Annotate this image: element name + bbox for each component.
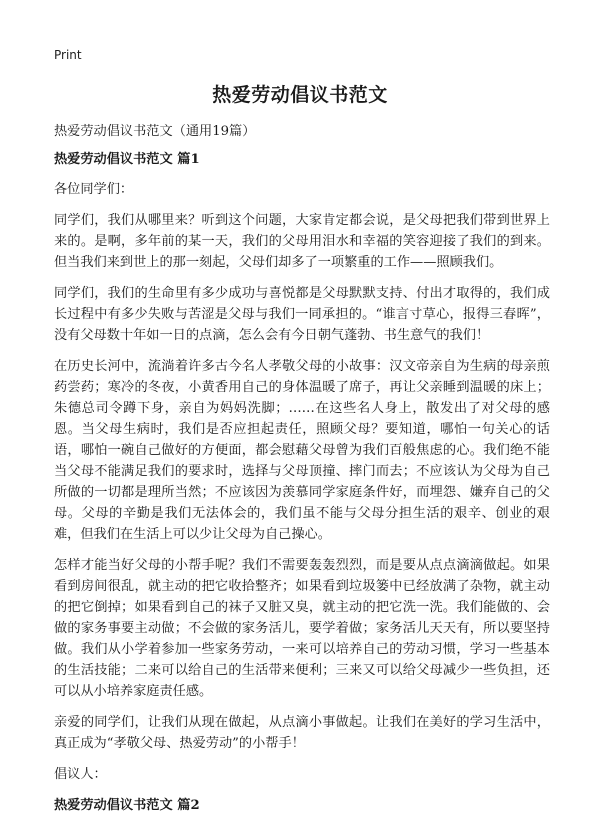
page-title: 热爱劳动倡议书范文 xyxy=(212,84,388,106)
paragraph: 在历史长河中，流淌着许多古今名人孝敬父母的小故事：汉文帝亲自为生病的母亲煎药尝药；寒冷的冬夜，小黄香用自己的身体温暖了席子，再让父亲睡到温暖的床上；朱德总司令蹲下身，亲自为妈妈洗脚；……在这些名人身上，散发出了对父母的感恩。当父母生病时，我们是否应担起责任，照顾父母？要知道，哪怕一句关心的话语，哪怕一碗自己做好的方便面，都会慰藉父母曾为我们百般焦虑的心。我们绝不能当父母不能满足我们的要求时，选择与父母顶撞、摔门而去；不应该认为父母为自己所做的一切都是理所当然；不应该因为羡慕同学家庭条件好，而埋怨、嫌弃自己的父母。父母的辛勤是我们无法体会的，我们虽不能与父母分担生活的艰辛、创业的艰难，但我们在生活上可以少让父母为自己操心。 xyxy=(54,359,550,542)
paragraph: 怎样才能当好父母的小帮手呢？我们不需要轰轰烈烈，而是要从点点滴滴做起。如果看到房间很乱，就主动的把它收拾整齐；如果看到垃圾篓中已经放满了杂物，就主动的把它倒掉；如果看到自己的袜子又脏又臭，就主动的把它洗一洗。我们能做的、会做的家务事要主动做；不会做的家务活儿，要学着做；家务活儿天天有，所以要坚持做。我们从小学着参加一些家务劳动，一来可以培养自己的劳动习惯，学习一些基本的生活技能；二来可以给自己的生活带来便利；三来又可以给父母减少一些负担，还可以从小培养家庭责任感。 xyxy=(54,558,550,699)
paragraph: 同学们，我们的生命里有多少成功与喜悦都是父母默默支持、付出才取得的，我们成长过程中有多少失败与苦涩是父母与我们一同承担的。“谁言寸草心，报得三春晖”，没有父母数十年如一日的点滴，怎么会有今日朝气蓬勃、书生意气的我们！ xyxy=(54,286,550,343)
greeting: 各位同学们： xyxy=(54,182,134,197)
document-subtitle: 热爱劳动倡议书范文（通用19篇） xyxy=(54,124,256,139)
signature-label: 倡议人： xyxy=(54,767,107,782)
document-body xyxy=(54,121,550,825)
paragraph: 亲爱的同学们，让我们从现在做起，从点滴小事做起。让我们在美好的学习生活中，真正成为“孝敬父母、热爱劳动”的小帮手！ xyxy=(54,715,550,751)
paragraph: 同学们，我们从哪里来？听到这个问题，大家肯定都会说，是父母把我们带到世界上来的。是啊，多年前的某一天，我们的父母用泪水和幸福的笑容迎接了我们的到来。但当我们来到世上的那一刻起，父母们却多了一项繁重的工作——照顾我们。 xyxy=(54,213,550,270)
section-heading-1: 热爱劳动倡议书范文 篇1 xyxy=(54,152,200,167)
print-label: Print xyxy=(54,48,82,62)
section-heading-2: 热爱劳动倡议书范文 篇2 xyxy=(54,798,200,813)
